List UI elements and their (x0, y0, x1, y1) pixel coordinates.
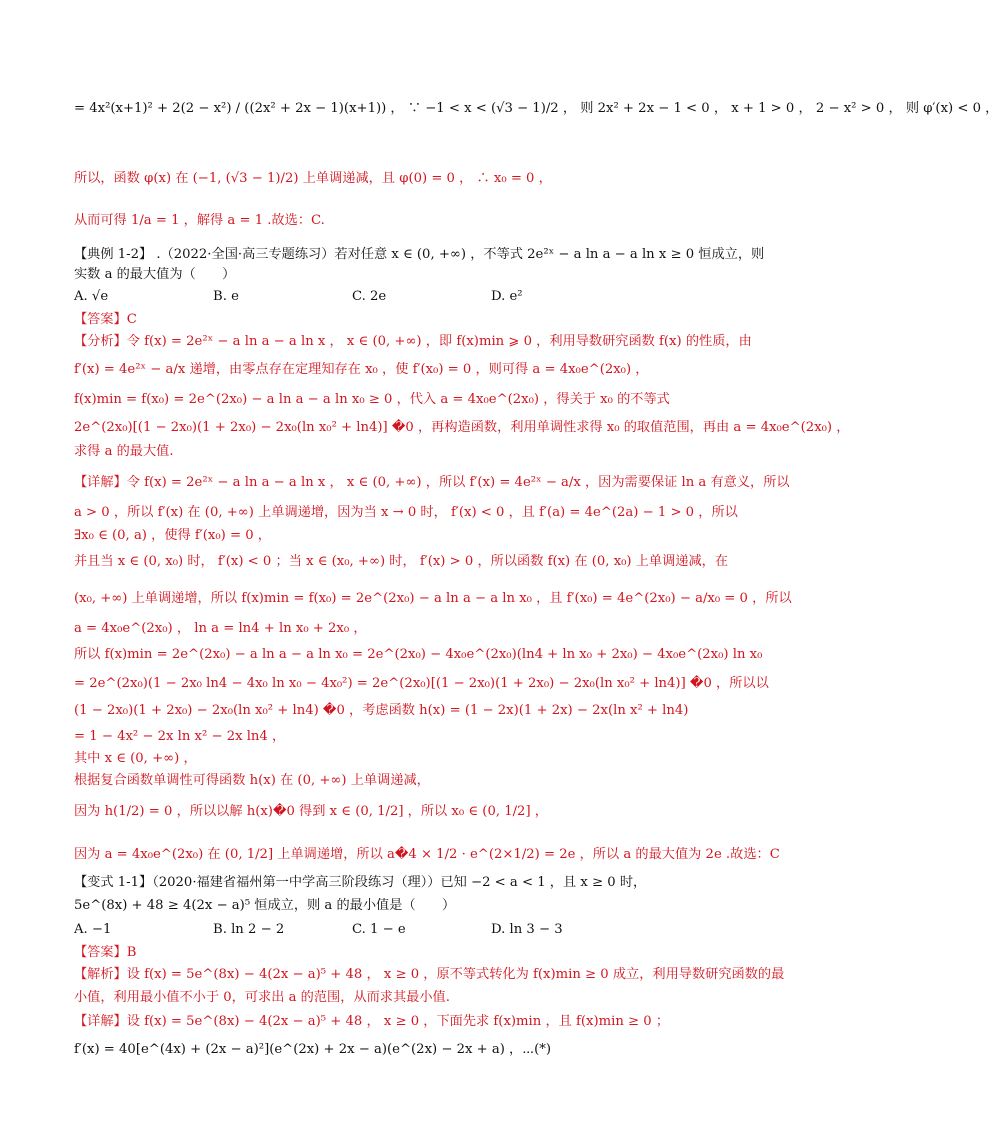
text-line: 根据复合函数单调性可得函数 h(x) 在 (0, +∞) 上单调递减， (74, 773, 430, 788)
text-line: ∃x₀ ∈ (0, a) ，使得 f′(x₀) = 0 ， (74, 528, 271, 543)
text-line: 其中 x ∈ (0, +∞) ， (74, 751, 197, 766)
option-c-1: C. 2e (352, 289, 387, 304)
text-line: 实数 a 的最大值为（ ） (74, 267, 236, 282)
option-c-2: C. 1 − e (352, 922, 406, 937)
text-line: 所以，函数 φ(x) 在 (−1, (√3 − 1)/2) 上单调递减，且 φ(0) = 0 ， ∴ x₀ = 0 ， (74, 171, 552, 186)
text-line: 所以 f(x)min = 2e^(2x₀) − a ln a − a ln x₀ = 2e^(2x₀) − 4x₀e^(2x₀)(ln4 + ln x₀ + 2x₀) − 4x₀e^(2x₀) ln x₀ (74, 647, 763, 662)
option-a-1: A. √e (74, 289, 109, 304)
text-line: 因为 h(1/2) = 0 ，所以以解 h(x)�0 得到 x ∈ (0, 1/2] ，所以 x₀ ∈ (0, 1/2] ， (74, 804, 548, 819)
option-b-1: B. e (213, 289, 239, 304)
text-line: 从而可得 1/a = 1 ，解得 a = 1 .故选：C. (74, 213, 325, 228)
text-line: = 4x²(x+1)² + 2(2 − x²) / ((2x² + 2x − 1)(x+1)) ， ∵ −1 < x < (√3 − 1)/2 ， 则 2x² + 2x − 1 < 0 ， x + 1 > 0 ， 2 − x² > 0 ， 则 φ′(x) < 0 ， (74, 101, 998, 116)
text-line: = 2e^(2x₀)(1 − 2x₀ ln4 − 4x₀ ln x₀ − 4x₀²) = 2e^(2x₀)[(1 − 2x₀)(1 + 2x₀) − 2x₀(ln x₀² + ln4)] �0 ，所以以 (74, 676, 769, 691)
text-line: f′(x) = 40[e^(4x) + (2x − a)²](e^(2x) + 2x − a)(e^(2x) − 2x + a) ，⋯(*) (74, 1042, 551, 1057)
text-line: 【解析】设 f(x) = 5e^(8x) − 4(2x − a)⁵ + 48 ， x ≥ 0 ，原不等式转化为 f(x)min ≥ 0 成立，利用导数研究函数的最 (74, 967, 785, 982)
text-line: (x₀, +∞) 上单调递增，所以 f(x)min = f(x₀) = 2e^(2x₀) − a ln a − a ln x₀ ，且 f′(x₀) = 4e^(2x₀) − a/x₀ = 0 ，所以 (74, 591, 792, 606)
text-line: a > 0 ，所以 f′(x) 在 (0, +∞) 上单调递增，因为当 x → 0 时， f′(x) < 0 ，且 f′(a) = 4e^(2a) − 1 > 0 ，所以 (74, 505, 738, 520)
text-line: 【变式 1-1】（2020·福建省福州第一中学高三阶段练习（理））已知 −2 < a < 1 ，且 x ≥ 0 时， (74, 875, 647, 890)
text-line: 5e^(8x) + 48 ≥ 4(2x − a)⁵ 恒成立，则 a 的最小值是（ ） (74, 898, 456, 913)
text-line: 因为 a = 4x₀e^(2x₀) 在 (0, 1/2] 上单调递增，所以 a�4 × 1/2 · e^(2×1/2) = 2e ，所以 a 的最大值为 2e .故选：C (74, 847, 780, 862)
option-a-2: A. −1 (74, 922, 112, 937)
text-line: 【分析】令 f(x) = 2e²ˣ − a ln a − a ln x ， x ∈ (0, +∞) ，即 f(x)min ⩾ 0 ，利用导数研究函数 f(x) 的性质，由 (74, 334, 752, 349)
option-b-2: B. ln 2 − 2 (213, 922, 285, 937)
option-d-2: D. ln 3 − 3 (491, 922, 563, 937)
text-line: 【典例 1-2】 .（2022·全国·高三专题练习）若对任意 x ∈ (0, +∞) ，不等式 2e²ˣ − a ln a − a ln x ≥ 0 恒成立，则 (74, 247, 765, 262)
text-line: 并且当 x ∈ (0, x₀) 时， f′(x) < 0 ；当 x ∈ (x₀, +∞) 时， f′(x) > 0 ，所以函数 f(x) 在 (0, x₀) 上单调递减，在 (74, 554, 729, 569)
text-line: 小值，利用最小值不小于 0，可求出 a 的范围，从而求其最小值. (74, 990, 450, 1005)
text-line: 【答案】B (74, 945, 137, 960)
text-line: 2e^(2x₀)[(1 − 2x₀)(1 + 2x₀) − 2x₀(ln x₀² + ln4)] �0 ，再构造函数，利用单调性求得 x₀ 的取值范围，再由 a = 4x₀e^(2x₀) ， (74, 420, 850, 435)
text-line: f′(x) = 4e²ˣ − a/x 递增，由零点存在定理知存在 x₀ ，使 f′(x₀) = 0 ，则可得 a = 4x₀e^(2x₀) ， (74, 362, 649, 377)
text-line: a = 4x₀e^(2x₀) ， ln a = ln4 + ln x₀ + 2x₀ ， (74, 621, 367, 636)
text-line: f(x)min = f(x₀) = 2e^(2x₀) − a ln a − a ln x₀ ≥ 0 ，代入 a = 4x₀e^(2x₀) ，得关于 x₀ 的不等式 (74, 392, 670, 407)
text-line: (1 − 2x₀)(1 + 2x₀) − 2x₀(ln x₀² + ln4) �0 ，考虑函数 h(x) = (1 − 2x)(1 + 2x) − 2x(ln x² + ln4) (74, 703, 689, 718)
text-line: 求得 a 的最大值. (74, 444, 174, 459)
option-d-1: D. e² (491, 289, 523, 304)
text-line: 【详解】令 f(x) = 2e²ˣ − a ln a − a ln x ， x ∈ (0, +∞) ，所以 f′(x) = 4e²ˣ − a/x ，因为需要保证 ln a 有意义，所以 (74, 475, 790, 490)
text-line: 【详解】设 f(x) = 5e^(8x) − 4(2x − a)⁵ + 48 ， x ≥ 0 ，下面先求 f(x)min ，且 f(x)min ≥ 0 ； (74, 1014, 670, 1029)
text-line: = 1 − 4x² − 2x ln x² − 2x ln4 ， (74, 729, 286, 744)
text-line: 【答案】C (74, 312, 137, 327)
